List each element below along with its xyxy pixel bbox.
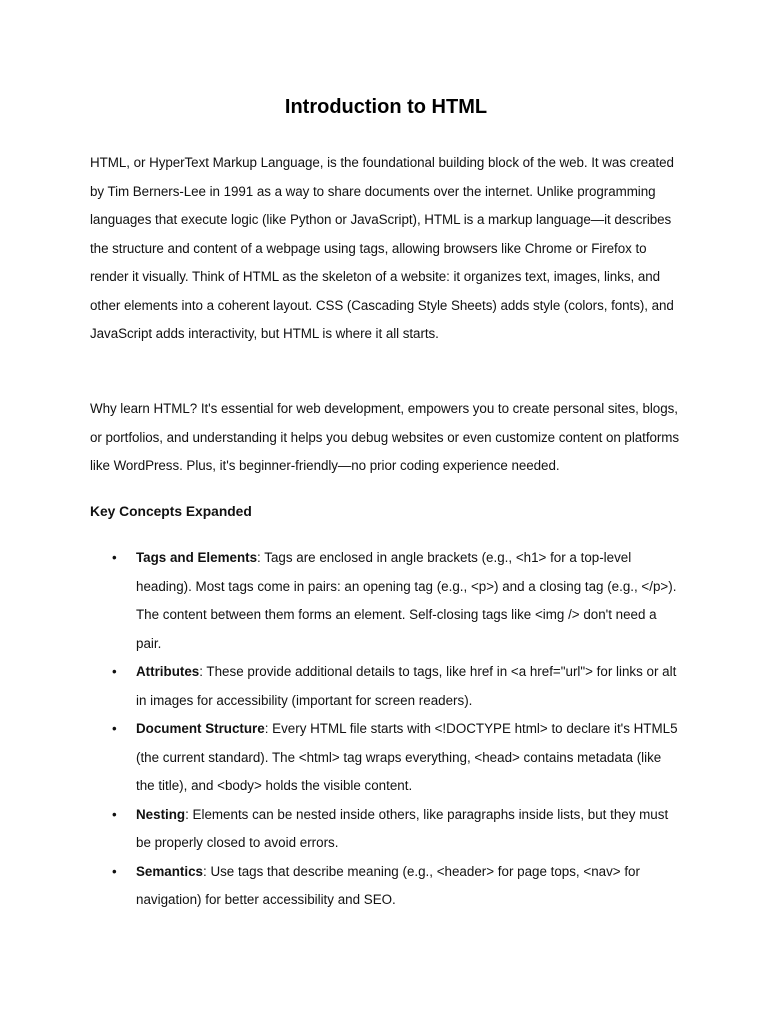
concept-term: Document Structure — [136, 721, 265, 736]
bullet-icon: • — [112, 806, 117, 822]
list-item — [90, 858, 682, 915]
document-title: Introduction to HTML — [284, 96, 488, 118]
concept-text: : These provide additional details to tags, like href in <a href="url"> for links or alt in images for accessibility (important for screen readers). — [136, 664, 677, 708]
list-item — [90, 544, 682, 658]
concept-term: Nesting — [136, 806, 186, 822]
concept-text: : Use tags that describe meaning (e.g., <header> for page tops, <nav> for navigation) for better accessibility and SEO. — [136, 863, 640, 907]
why-learn-paragraph: Why learn HTML? It's essential for web development, empowers you to create personal sites, blogs, or portfolios, and understanding it helps you debug websites or even customize content on platforms like WordPress. Plus, it's beginner-friendly—no prior coding experience needed. — [90, 401, 680, 473]
intro-paragraph: HTML, or HyperText Markup Language, is the foundational building block of the web. It was created by Tim Berners-Lee in 1991 as a way to share documents over the internet. Unlike programming languages that execute logic (like Python or JavaScript), HTML is a markup language—it describes the structure and content of a webpage using tags, allowing browsers like Chrome or Firefox to render it visually. Think of HTML as the skeleton of a website: it organizes text, images, links, and other elements into a coherent layout. CSS (Cascading Style Sheets) adds style (colors, fonts), and JavaScript adds interactivity, but HTML is where it all starts. — [90, 155, 674, 341]
concept-term: Attributes — [136, 664, 200, 679]
bullet-icon: • — [112, 863, 117, 879]
bullet-icon: • — [112, 664, 117, 679]
concept-text: : Elements can be nested inside others, like paragraphs inside lists, but they must be properly closed to avoid errors. — [136, 806, 669, 850]
list-item — [90, 801, 682, 858]
concepts-list — [90, 544, 682, 915]
section-heading: Key Concepts Expanded — [90, 504, 252, 519]
concept-text: : Every HTML file starts with <!DOCTYPE html> to declare it's HTML5 (the current standard). The <html> tag wraps everything, <head> contains metadata (like the title), and <body> holds the visible content. — [136, 721, 678, 793]
bullet-icon: • — [112, 721, 117, 736]
bullet-icon: • — [112, 550, 117, 565]
list-item — [90, 715, 682, 801]
concept-text: : Tags are enclosed in angle brackets (e.g., <h1> for a top-level heading). Most tags come in pairs: an opening tag (e.g., <p>) and a closing tag (e.g., </p>). The content between them forms an element. Self-closing tags like <img /> don't need a pair. — [136, 550, 677, 651]
list-item — [90, 658, 682, 715]
concept-term: Semantics — [136, 863, 203, 879]
concept-term: Tags and Elements — [136, 550, 258, 565]
